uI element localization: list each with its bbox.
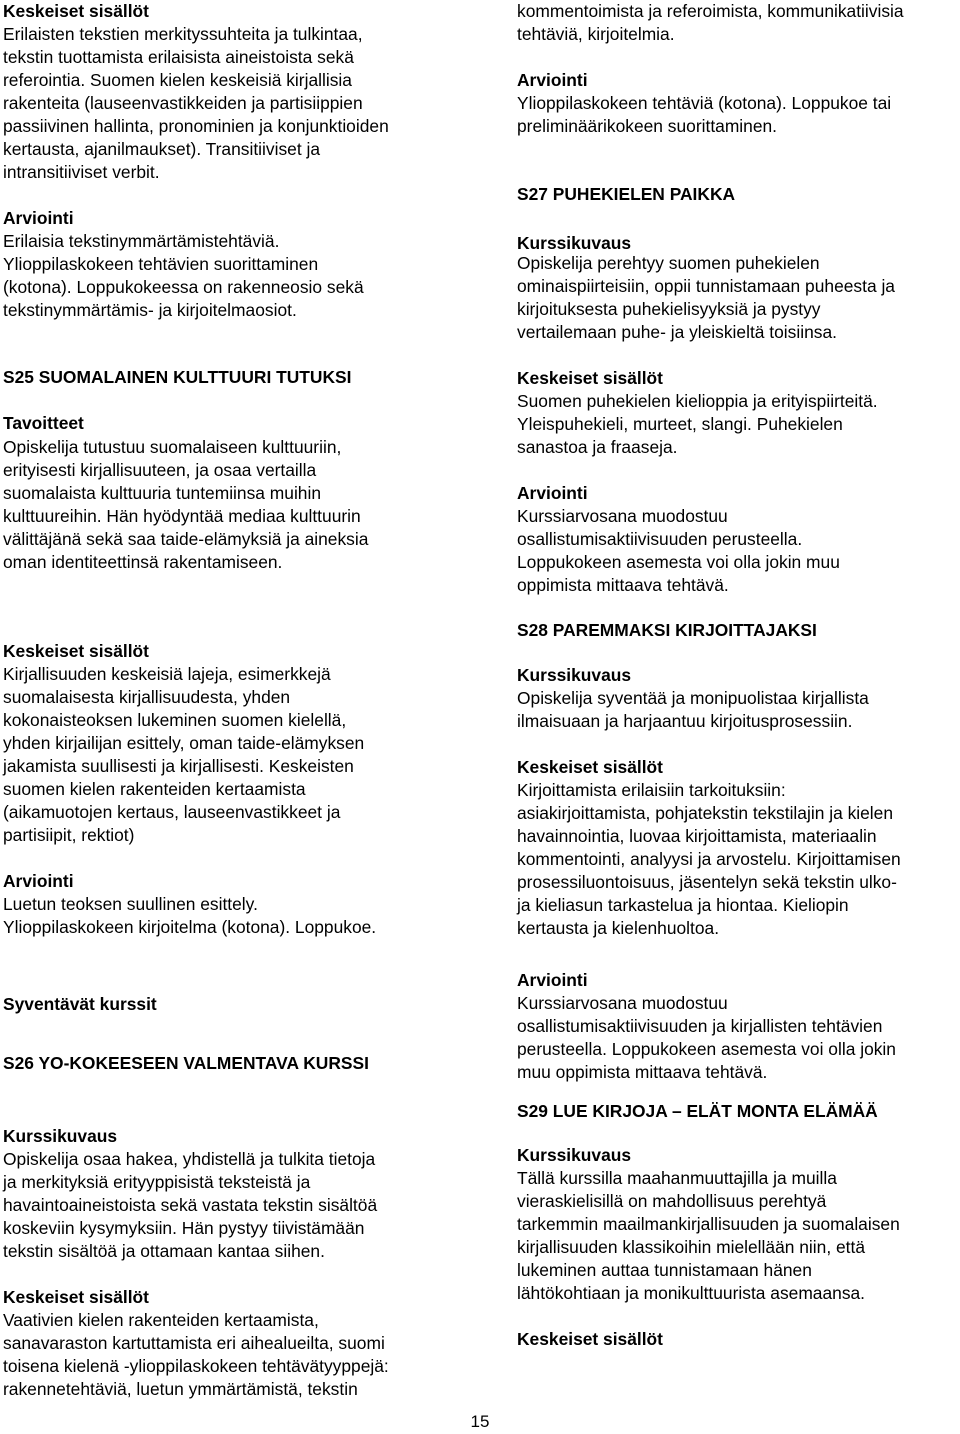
- body-text-line: kommentoimista ja referoimista, kommunikatiivisia: [517, 1, 904, 21]
- body-text-line: Erilaisia tekstinymmärtämistehtäviä.: [3, 231, 280, 251]
- body-text-line: ja merkityksiä erityyppisistä teksteistä ja: [3, 1172, 311, 1192]
- body-text-line: kertausta ja kielenhuoltoa.: [517, 918, 720, 938]
- body-text-line: kertausta, ajanilmaukset). Transitiiviset ja: [3, 139, 321, 159]
- body-text-line: tehtäviä, kirjoitelmia.: [517, 24, 675, 44]
- body-text-line: havaintoaineistoista sekä vastata tekstin sisältöä: [3, 1195, 378, 1215]
- body-text-line: referointia. Suomen kielen keskeisiä kirjallisia: [3, 70, 352, 90]
- body-text-line: partisiipit, rektiot): [3, 825, 135, 845]
- body-text-line: ominaispiirteisiin, oppii tunnistamaan puheesta ja: [517, 276, 895, 296]
- section-heading: Keskeiset sisällöt: [517, 757, 663, 777]
- page-number: 15: [470, 1412, 490, 1431]
- section-heading: Arviointi: [517, 970, 588, 990]
- body-text-line: asiakirjoittamista, pohjatekstin tekstilajin ja kielen: [517, 803, 894, 823]
- body-text-line: rakennetehtäviä, luetun ymmärtämistä, tekstin: [3, 1379, 358, 1399]
- body-text-line: Ylioppilaskokeen tehtävien suorittaminen: [3, 254, 319, 274]
- body-text-line: vieraskielisillä on mahdollisuus perehtyä: [517, 1191, 827, 1211]
- section-heading: Keskeiset sisällöt: [3, 1, 149, 21]
- body-text-line: (kotona). Loppukokeessa on rakenneosio sekä: [3, 277, 364, 297]
- body-text-line: ilmaisuaan ja harjaantuu kirjoitusprosessiin.: [517, 711, 853, 731]
- body-text-line: suomalaisesta kirjallisuudesta, yhden: [3, 687, 291, 707]
- body-text-line: Opiskelija osaa hakea, yhdistellä ja tulkita tietoja: [3, 1149, 376, 1169]
- section-heading: Arviointi: [3, 871, 74, 891]
- body-text-line: Yleispuhekieli, murteet, slangi. Puhekielen: [517, 414, 843, 434]
- body-text-line: Luetun teoksen suullinen esittely.: [3, 894, 258, 914]
- body-text-line: tekstinymmärtämis- ja kirjoitelmaosiot.: [3, 300, 297, 320]
- body-text-line: Kirjallisuuden keskeisiä lajeja, esimerkkejä: [3, 664, 331, 684]
- section-heading: Keskeiset sisällöt: [3, 1287, 149, 1307]
- section-heading: Kurssikuvaus: [517, 233, 632, 253]
- section-heading: S25 SUOMALAINEN KULTTUURI TUTUKSI: [3, 367, 352, 387]
- body-text-line: intransitiiviset verbit.: [3, 162, 160, 182]
- body-text-line: osallistumisaktiivisuuden perusteella.: [517, 529, 803, 549]
- body-text-line: Tällä kurssilla maahanmuuttajilla ja muilla: [517, 1168, 837, 1188]
- body-text-line: Opiskelija perehtyy suomen puhekielen: [517, 253, 820, 273]
- body-text-line: havainnointia, luovaa kirjoittamista, materiaalin: [517, 826, 877, 846]
- body-text-line: Ylioppilaskokeen tehtäviä (kotona). Loppukoe tai: [517, 93, 892, 113]
- body-text-line: osallistumisaktiivisuuden ja kirjallisten tehtävien: [517, 1016, 883, 1036]
- body-text-line: Loppukokeen asemesta voi olla jokin muu: [517, 552, 840, 572]
- body-text-line: tarkemmin maailmankirjallisuuden ja suomalaisen: [517, 1214, 900, 1234]
- section-heading: Arviointi: [517, 483, 588, 503]
- section-heading: Keskeiset sisällöt: [517, 368, 663, 388]
- section-heading: Keskeiset sisällöt: [3, 641, 149, 661]
- body-text-line: Vaativien kielen rakenteiden kertaamista,: [3, 1310, 319, 1330]
- body-text-line: lähtökohtiaan ja monikulttuurista asemaansa.: [517, 1283, 866, 1303]
- section-heading: Kurssikuvaus: [3, 1126, 118, 1146]
- body-text-line: prosessiluontoisuus, jäsentelyn sekä tekstin ulko-: [517, 872, 897, 892]
- section-heading: Arviointi: [517, 70, 588, 90]
- body-text-line: Kurssiarvosana muodostuu: [517, 993, 728, 1013]
- body-text-line: jakamista suullisesti ja kirjallisesti. Keskeisten: [3, 756, 354, 776]
- body-text-line: passiivinen hallinta, pronominien ja konjunktioiden: [3, 116, 389, 136]
- section-heading: Arviointi: [3, 208, 74, 228]
- body-text-line: (aikamuotojen kertaus, lauseenvastikkeet ja: [3, 802, 341, 822]
- body-text-line: yhden kirjailijan esittely, oman taide-elämyksen: [3, 733, 365, 753]
- section-heading: Syventävät kurssit: [3, 994, 157, 1014]
- section-heading: Tavoitteet: [3, 413, 84, 433]
- body-text-line: ja kieliasun tarkastelua ja hiontaa. Kieliopin: [517, 895, 849, 915]
- body-text-line: Kirjoittamista erilaisiin tarkoituksiin:: [517, 780, 786, 800]
- section-heading: S28 PAREMMAKSI KIRJOITTAJAKSI: [517, 620, 817, 640]
- section-heading: Kurssikuvaus: [517, 1145, 632, 1165]
- section-heading: Kurssikuvaus: [517, 665, 632, 685]
- body-text-line: preliminäärikokeen suorittaminen.: [517, 116, 778, 136]
- section-heading: Keskeiset sisällöt: [517, 1329, 663, 1349]
- body-text-line: kokonaisteoksen lukeminen suomen kielellä,: [3, 710, 347, 730]
- body-text-line: Kurssiarvosana muodostuu: [517, 506, 728, 526]
- body-text-line: lukeminen auttaa tunnistamaan hänen: [517, 1260, 812, 1280]
- body-text-line: vertailemaan puhe- ja yleiskieltä toisiinsa.: [517, 322, 837, 342]
- body-text-line: välittäjänä sekä saa taide-elämyksiä ja aineksia: [3, 529, 369, 549]
- body-text-line: kirjallisuuden klassikoihin mielellään niin, että: [517, 1237, 865, 1257]
- section-heading: S29 LUE KIRJOJA – ELÄT MONTA ELÄMÄÄ: [517, 1101, 878, 1121]
- body-text-line: kommentointi, analyysi ja arvostelu. Kirjoittamisen: [517, 849, 901, 869]
- body-text-line: muu oppimista mittaava tehtävä.: [517, 1062, 768, 1082]
- body-text-line: erityisesti kirjallisuuteen, ja osaa vertailla: [3, 460, 317, 480]
- body-text-line: Suomen puhekielen kielioppia ja erityispiirteitä.: [517, 391, 878, 411]
- body-text-line: suomalaista kulttuuria tuntemiinsa muihin: [3, 483, 322, 503]
- body-text-line: perusteella. Loppukokeen asemesta voi olla jokin: [517, 1039, 896, 1059]
- body-text-line: suomen kielen rakenteiden kertaamista: [3, 779, 306, 799]
- section-heading: S26 YO-KOKEESEEN VALMENTAVA KURSSI: [3, 1053, 369, 1073]
- section-heading: S27 PUHEKIELEN PAIKKA: [517, 184, 736, 204]
- body-text-line: Ylioppilaskokeen kirjoitelma (kotona). Loppukoe.: [3, 917, 377, 937]
- body-text-line: sanavaraston kartuttamista eri aihealueilta, suomi: [3, 1333, 385, 1353]
- body-text-line: Erilaisten tekstien merkityssuhteita ja tulkintaa,: [3, 24, 363, 44]
- body-text-line: koskeviin kysymyksiin. Hän pystyy tiivistämään: [3, 1218, 365, 1238]
- body-text-line: Opiskelija tutustuu suomalaiseen kulttuuriin,: [3, 437, 342, 457]
- body-text-line: kirjoituksesta puhekielisyyksiä ja pystyy: [517, 299, 821, 319]
- body-text-line: sanastoa ja fraaseja.: [517, 437, 678, 457]
- body-text-line: rakenteita (lauseenvastikkeiden ja partisiippien: [3, 93, 363, 113]
- body-text-line: tekstin tuottamista erilaisista aineistoista sekä: [3, 47, 354, 67]
- body-text-line: tekstin sisältöä ja ottamaan kantaa siihen.: [3, 1241, 325, 1261]
- body-text-line: Opiskelija syventää ja monipuolistaa kirjallista: [517, 688, 869, 708]
- body-text-line: oman identiteettinsä rakentamiseen.: [3, 552, 283, 572]
- body-text-line: toisena kielenä -ylioppilaskokeen tehtävätyyppejä:: [3, 1356, 389, 1376]
- body-text-line: oppimista mittaava tehtävä.: [517, 575, 729, 595]
- body-text-line: kulttuureihin. Hän hyödyntää mediaa kulttuurin: [3, 506, 361, 526]
